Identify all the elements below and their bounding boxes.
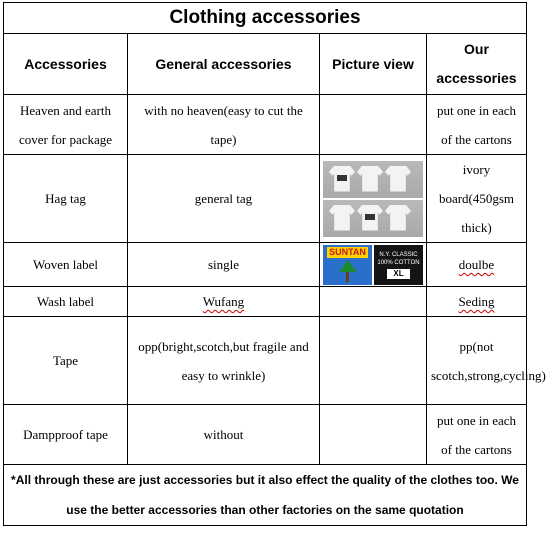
woven-label-photo [323,245,423,285]
ny-classic-label-image: N.Y. CLASSIC 100% COTTON XL [374,245,423,285]
header-accessories: Accessories [4,34,128,95]
accessory-name: Heaven and earth cover for package [4,95,128,155]
picture-view-empty [320,95,427,155]
accessory-name: Dampproof tape [4,405,128,465]
picture-view-woven-label [320,243,427,287]
table-row [4,405,527,465]
general-accessory: single [128,243,320,287]
header-general-accessories: General accessories [128,34,320,95]
accessory-name: Hag tag [4,155,128,243]
general-accessory: general tag [128,155,320,243]
accessory-name: Wash label [4,287,128,317]
accessories-table [3,2,546,526]
table-title: Clothing accessories [4,3,527,34]
table-row [4,317,527,405]
header-our-accessories: Our accessories [427,34,527,95]
general-accessory: with no heaven(easy to cut the tape) [128,95,320,155]
picture-view-empty [320,287,427,317]
hang-tag-photo [323,161,423,198]
picture-view-empty [320,405,427,465]
table-row [4,287,527,317]
accessory-name: Tape [4,317,128,405]
header-picture-view: Picture view [320,34,427,95]
our-accessory: doulbe [458,257,495,272]
footnote: *All through these are just accessories but it also effect the quality of the clothes too. We use the better accessories than other factories on the same quotation [4,465,527,526]
general-accessory: without [128,405,320,465]
picture-view-empty [320,317,427,405]
table-row [4,95,527,155]
our-accessory: put one in each of the cartons [427,95,527,155]
general-accessory: opp(bright,scotch,but fragile and easy to wrinkle) [128,317,320,405]
accessory-name: Woven label [4,243,128,287]
hang-tag-photo [323,200,423,237]
our-accessory: put one in each of the cartons [427,405,527,465]
our-accessory: Seding [458,294,495,309]
table-row [4,243,527,287]
suntan-label-image: SUNTAN [323,245,372,285]
general-accessory: Wufang [202,294,245,309]
picture-view-hang-tag [320,155,427,243]
our-accessory: ivory board(450gsm thick) [427,155,527,243]
table-row [4,155,527,243]
our-accessory: pp(not scotch,strong,cycling) [427,317,527,405]
